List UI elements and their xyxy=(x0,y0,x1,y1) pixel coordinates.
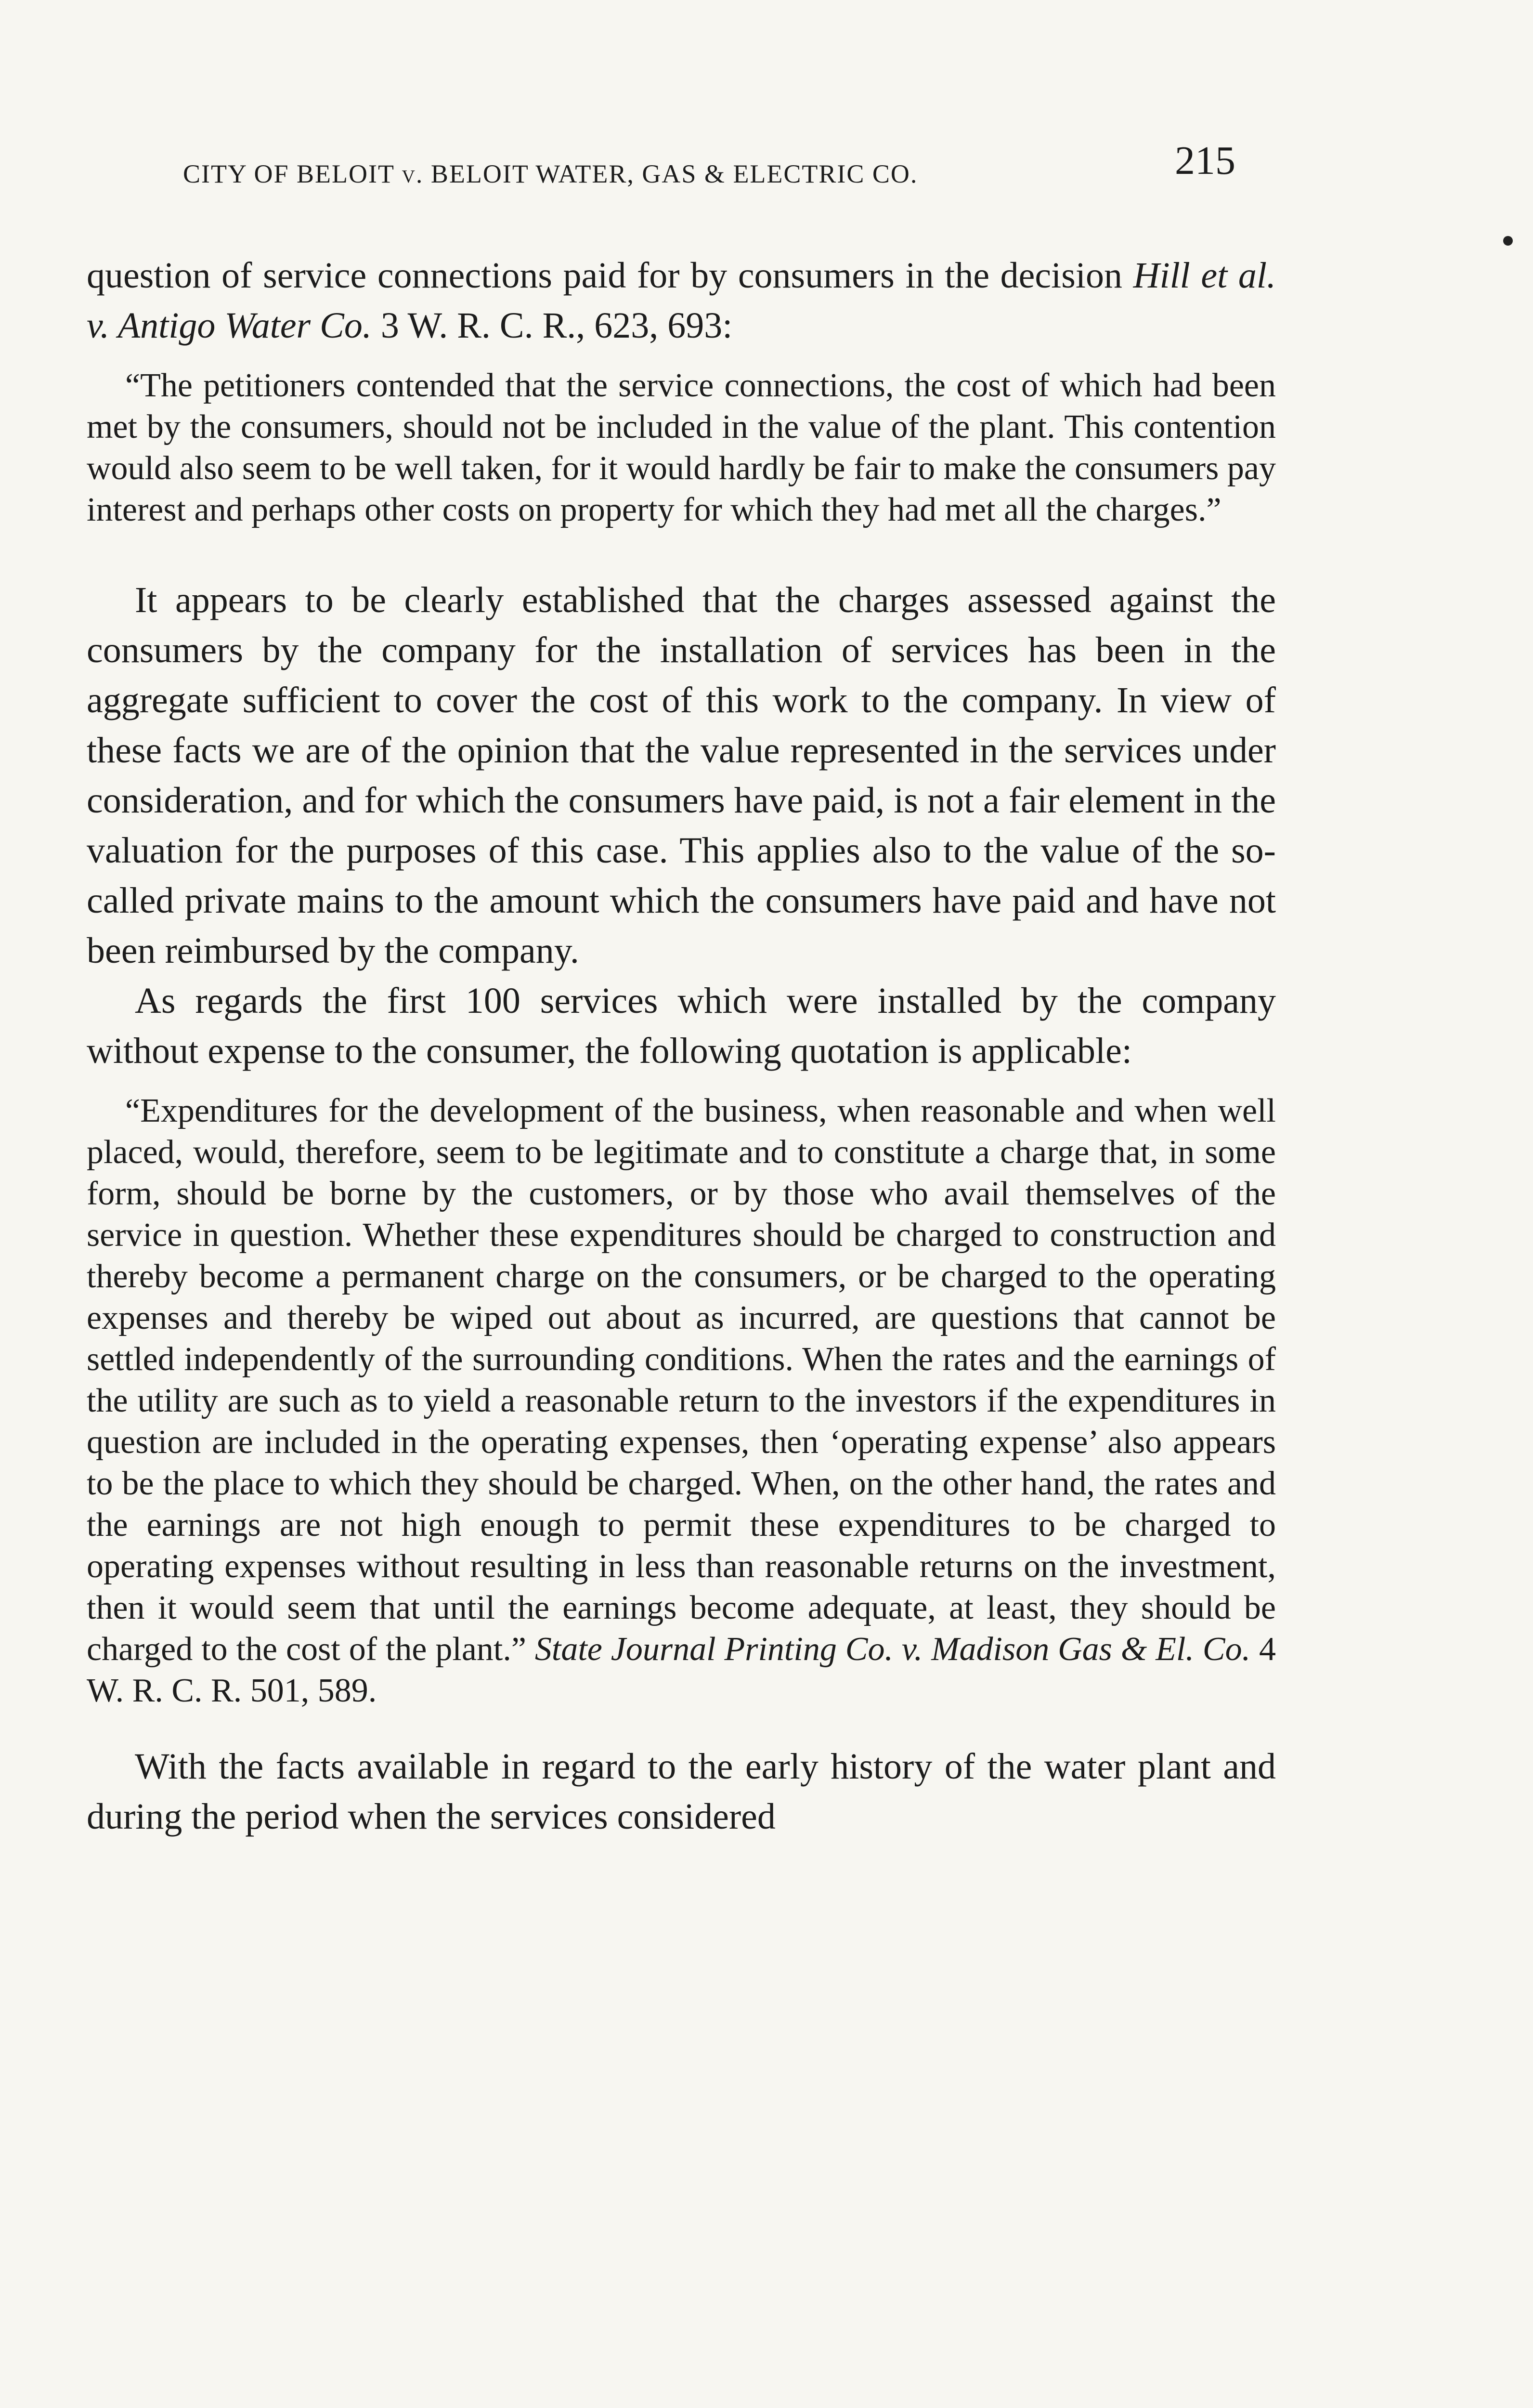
running-head: CITY OF BELOIT v. BELOIT WATER, GAS & ELECTRIC CO. xyxy=(183,159,918,188)
paragraph-intro-text: question of service connections paid for by consumers in the decision xyxy=(87,255,1133,296)
spacer xyxy=(87,531,1276,575)
block-quote-petitioners: “The petitioners contended that the service connections, the cost of which had been met by the consumers, should not be included in the value of the plant. This contention would also seem to be well taken, for it would hardly be fair to make the consumers pay interest and perhaps other costs on property for which they had met all the charges.” xyxy=(87,367,1276,528)
body-text xyxy=(87,250,1276,1842)
margin-mark xyxy=(1503,236,1513,246)
block-quote-expenditures xyxy=(87,1090,1276,1712)
spacer xyxy=(87,1712,1276,1741)
paragraph-intro xyxy=(87,250,1276,351)
case-name-state-journal: State Journal Printing Co. v. Madison Gas & El. Co. xyxy=(534,1631,1251,1668)
case-name-hill-v-antigo: Hill et al. v. Antigo Water Co. xyxy=(87,255,1276,346)
spacer xyxy=(87,351,1276,365)
paragraph-first-100-services: As regards the first 100 services which were installed by the company without expense to the consumer, the following quotation is applicable: xyxy=(87,981,1276,1071)
paragraph-early-history: With the facts available in regard to the early history of the water plant and during the period when the services considered xyxy=(87,1746,1276,1837)
paragraph-charges-assessed: It appears to be clearly established that the charges assessed against the consumers by the company for the installation of services has been in the aggregate sufficient to cover the cost of this work to the company. In view of these facts we are of the opinion that the value represented in the services under consideration, and for which the consumers have paid, is not a fair element in the valuation for the purposes of this case. This applies also to the value of the so-called private mains to the amount which the consumers have paid and have not been reimbursed by the company. xyxy=(87,580,1276,971)
spacer xyxy=(87,1076,1276,1090)
block-quote-expenditures-text: “Expenditures for the development of the business, when reasonable and when well placed, would, therefore, seem to be legitimate and to constitute a charge that, in some form, should be borne by the customers, or by those who avail themselves of the service in question. Whether these expenditures should be charged to construction and thereby become a permanent charge on the consumers, or be charged to the operating expenses and thereby be wiped out about as incurred, are questions that cannot be settled independently of the surrounding conditions. When the rates and the earnings of the utility are such as to yield a reasonable return to the investors if the expenditures in question are included in the operating expenses, then ‘operating expense’ also appears to be the place to which they should be charged. When, on the other hand, the rates and the earnings are not high enough to permit these expenditures to be charged to operating expenses without resulting in less than reasonable returns on the investment, then it would seem that until the earnings become adequate, at least, they should be charged to the cost of the plant.” xyxy=(87,1092,1276,1668)
citation-hill-v-antigo: 3 W. R. C. R., 623, 693: xyxy=(371,305,733,346)
citation-state-journal: 4 W. R. C. R. 501, 589. xyxy=(87,1631,1276,1709)
page-number: 215 xyxy=(1175,138,1235,183)
